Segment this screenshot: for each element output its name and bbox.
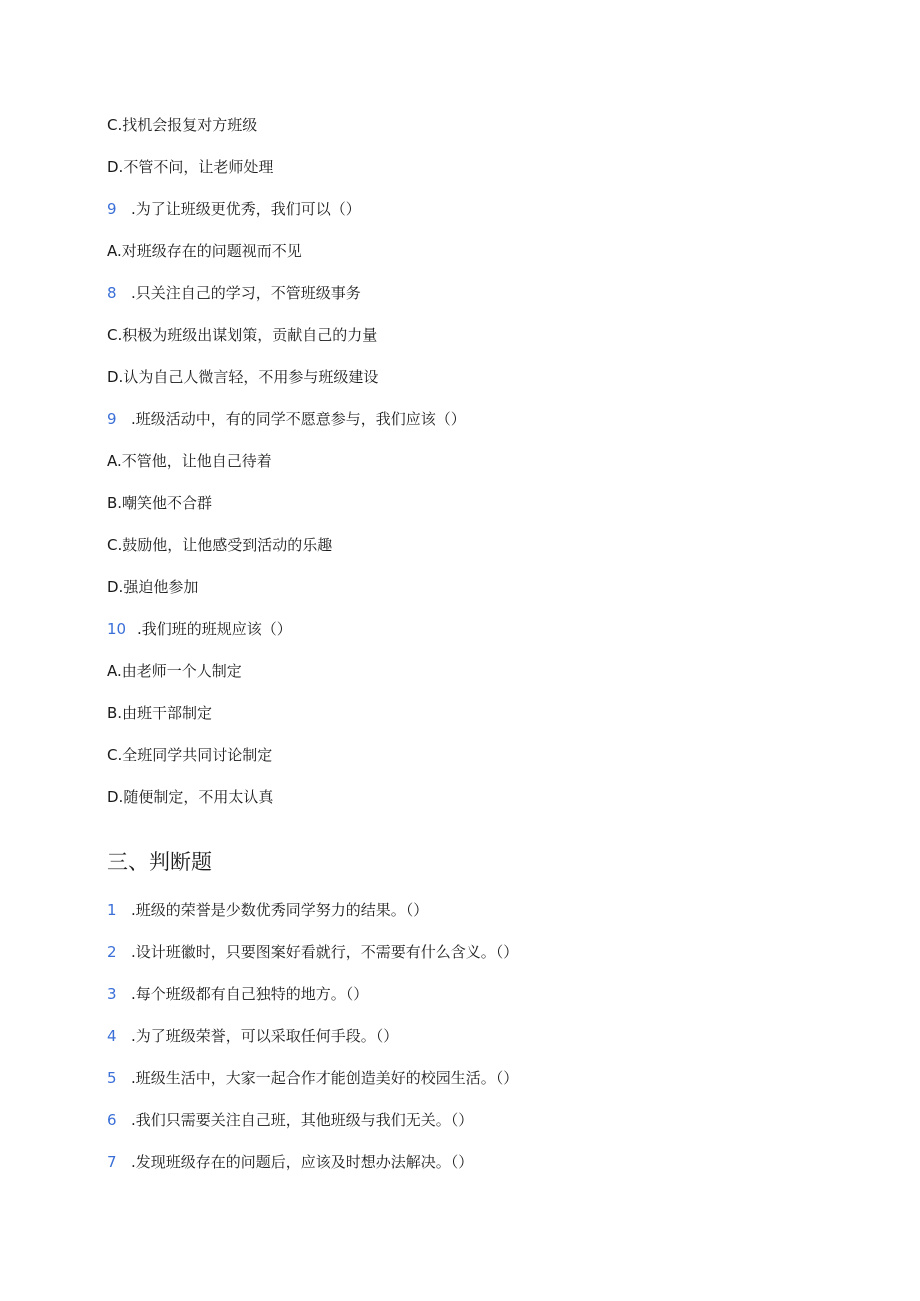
judge-question-1 bbox=[107, 900, 428, 920]
judge-question-4 bbox=[107, 1026, 398, 1046]
question-10 bbox=[107, 619, 292, 639]
judge-question-7 bbox=[107, 1152, 473, 1172]
option-a: A.由老师一个人制定 bbox=[107, 662, 242, 680]
question-number: 5 bbox=[107, 1069, 117, 1087]
question-text: .发现班级存在的问题后，应该及时想办法解决。（） bbox=[131, 1153, 474, 1171]
question-number: 7 bbox=[107, 1153, 117, 1171]
judge-question-3 bbox=[107, 984, 368, 1004]
question-text: .班级生活中，大家一起合作才能创造美好的校园生活。（） bbox=[131, 1069, 519, 1087]
option-d: D.强迫他参加 bbox=[107, 578, 199, 596]
option-c: C.积极为班级出谋划策，贡献自己的力量 bbox=[107, 326, 378, 344]
option-d: D.认为自己人微言轻，不用参与班级建设 bbox=[107, 368, 379, 386]
option-c: C.找机会报复对方班级 bbox=[107, 116, 258, 134]
question-9 bbox=[107, 409, 466, 429]
question-8 bbox=[107, 283, 361, 303]
judge-question-6 bbox=[107, 1110, 473, 1130]
judge-question-5 bbox=[107, 1068, 518, 1088]
question-text: .班级的荣誉是少数优秀同学努力的结果。（） bbox=[131, 901, 429, 919]
question-number: 3 bbox=[107, 985, 117, 1003]
question-text: .为了让班级更优秀，我们可以（） bbox=[131, 200, 361, 218]
question-number: 9 bbox=[107, 200, 117, 218]
option-d: D.不管不问，让老师处理 bbox=[107, 158, 274, 176]
question-number: 1 bbox=[107, 901, 117, 919]
question-text: .只关注自己的学习，不管班级事务 bbox=[131, 284, 361, 302]
question-text: .我们只需要关注自己班，其他班级与我们无关。（） bbox=[131, 1111, 474, 1129]
question-text: .每个班级都有自己独特的地方。（） bbox=[131, 985, 369, 1003]
option-c: C.鼓励他，让他感受到活动的乐趣 bbox=[107, 536, 333, 554]
question-text: .为了班级荣誉，可以采取任何手段。（） bbox=[131, 1027, 399, 1045]
option-b: B.嘲笑他不合群 bbox=[107, 494, 213, 512]
question-9 bbox=[107, 199, 361, 219]
question-number: 4 bbox=[107, 1027, 117, 1045]
question-number: 9 bbox=[107, 410, 117, 428]
question-number: 8 bbox=[107, 284, 117, 302]
option-a: A.对班级存在的问题视而不见 bbox=[107, 242, 302, 260]
question-number: 6 bbox=[107, 1111, 117, 1129]
judge-question-2 bbox=[107, 942, 518, 962]
question-text: .班级活动中，有的同学不愿意参与，我们应该（） bbox=[131, 410, 466, 428]
question-text: .设计班徽时，只要图案好看就行，不需要有什么含义。（） bbox=[131, 943, 519, 961]
section-title: 三、判断题 bbox=[107, 850, 212, 874]
option-d: D.随便制定，不用太认真 bbox=[107, 788, 274, 806]
question-number: 10 bbox=[107, 620, 127, 638]
question-text: .我们班的班规应该（） bbox=[137, 620, 292, 638]
option-c: C.全班同学共同讨论制定 bbox=[107, 746, 273, 764]
option-b: B.由班干部制定 bbox=[107, 704, 213, 722]
question-number: 2 bbox=[107, 943, 117, 961]
option-a: A.不管他，让他自己待着 bbox=[107, 452, 272, 470]
